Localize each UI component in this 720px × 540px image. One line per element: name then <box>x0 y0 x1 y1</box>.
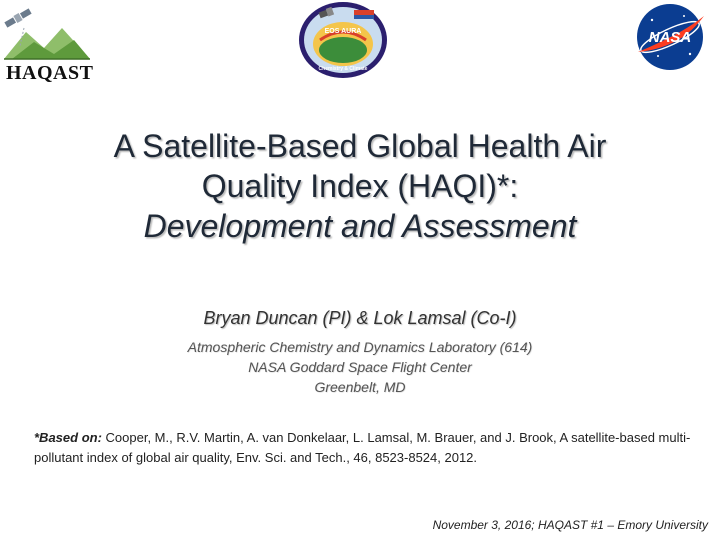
title-line-1: A Satellite-Based Global Health Air <box>113 128 607 164</box>
affiliation-line-1: Atmospheric Chemistry and Dynamics Laboratory (614) <box>187 339 533 355</box>
aura-bottom-text: Chemistry & Climate <box>318 66 368 72</box>
title-line-3: Development and Assessment <box>143 208 577 244</box>
footer: November 3, 2016; HAQAST #1 – Emory University <box>432 518 708 532</box>
authors: Bryan Duncan (PI) & Lok Lamsal (Co-I) <box>203 308 517 328</box>
title-line-2: Quality Index (HAQI)*: <box>201 168 519 204</box>
eos-aura-logo <box>296 0 390 80</box>
aura-top-text: EOS AURA <box>324 28 362 35</box>
haqast-wordmark: HAQAST <box>6 62 94 84</box>
citation-text: Cooper, M., R.V. Martin, A. van Donkelaar, L. Lamsal, M. Brauer, and J. Brook, A satellite-based multi-pollutant index of global air quality, Env. Sci. and Tech., 46, 8523-8524, 2012. <box>34 430 691 465</box>
affiliation-line-3: Greenbelt, MD <box>314 379 406 395</box>
nasa-wordmark: NASA <box>648 29 692 46</box>
slide-title <box>40 126 680 246</box>
citation <box>34 428 698 468</box>
haqast-logo <box>4 4 94 84</box>
affiliation-line-2: NASA Goddard Space Flight Center <box>248 359 472 375</box>
citation-lead: *Based on: <box>34 430 102 445</box>
mountain-satellite-icon <box>4 4 92 64</box>
nasa-logo <box>632 2 708 72</box>
affiliation <box>60 337 660 397</box>
